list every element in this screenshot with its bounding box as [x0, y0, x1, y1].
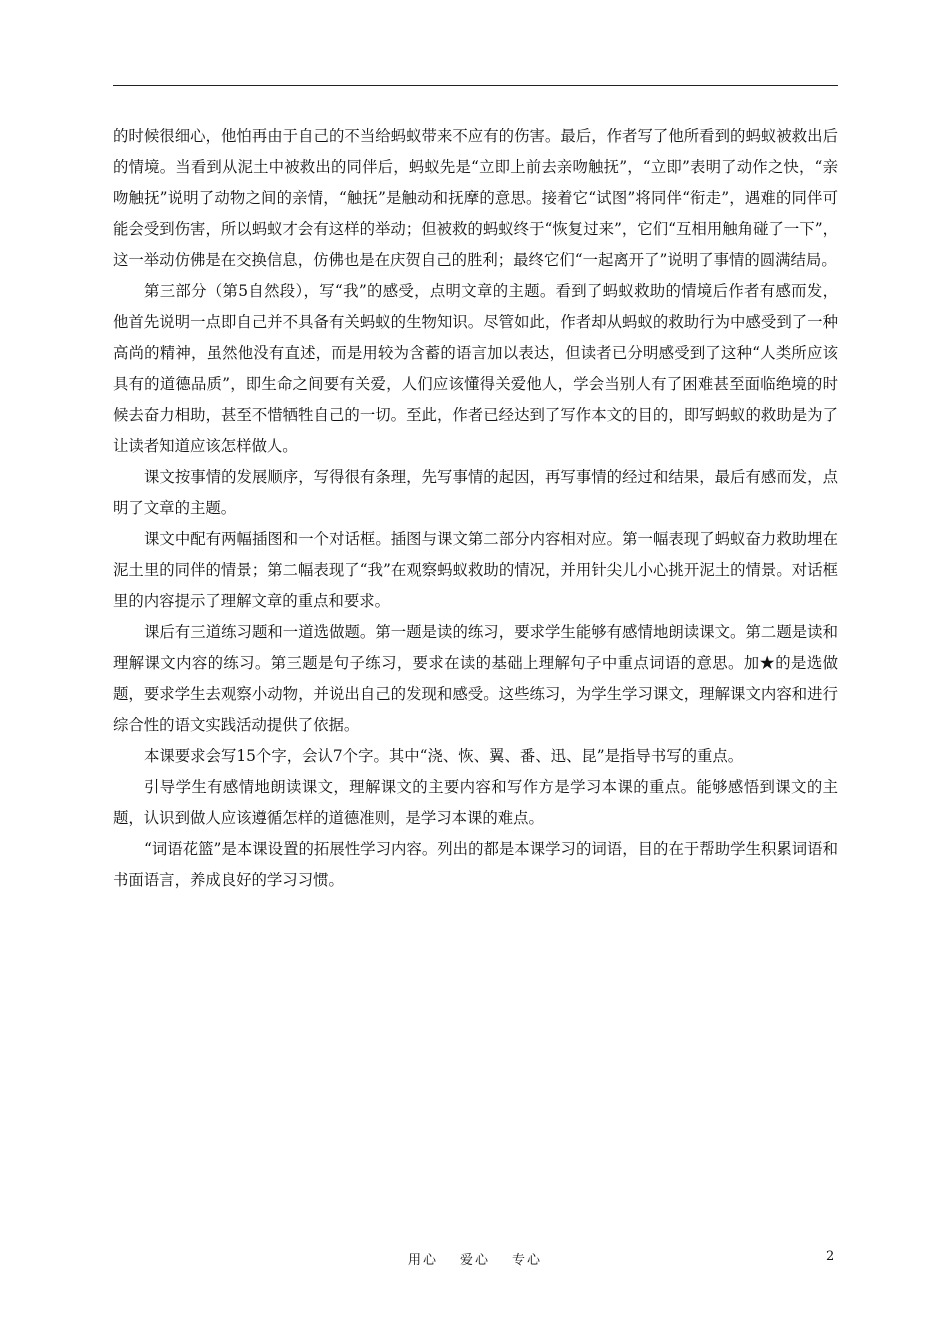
paragraph-8: “词语花篮”是本课设置的拓展性学习内容。列出的都是本课学习的词语，目的在于帮助学生积累词语和书面语言，养成良好的学习习惯。: [113, 840, 838, 889]
page-footer: [0, 1249, 950, 1268]
paragraph-7: 引导学生有感情地朗读课文，理解课文的主要内容和写作方是学习本课的重点。能够感悟到课文的主题，认识到做人应该遵循怎样的道德准则，是学习本课的难点。: [113, 778, 838, 827]
page-number: 2: [826, 1249, 835, 1264]
footer-word: 专心: [512, 1253, 543, 1268]
paragraph-6: 本课要求会写15个字，会认7个字。其中“浇、恢、翼、番、迅、昆”是指导书写的重点。: [144, 747, 744, 765]
paragraph-3: 课文按事情的发展顺序，写得很有条理，先写事情的起因，再写事情的经过和结果，最后有感而发，点明了文章的主题。: [113, 468, 838, 517]
paragraph-5: 课后有三道练习题和一道选做题。第一题是读的练习，要求学生能够有感情地朗读课文。第二题是读和理解课文内容的练习。第三题是句子练习，要求在读的基础上理解句子中重点词语的意思。加★的是选做题，要求学生去观察小动物，并说出自己的发现和感受。这些练习，为学生学习课文，理解课文内容和进行综合性的语文实践活动提供了依据。: [113, 623, 838, 734]
paragraph-4: 课文中配有两幅插图和一个对话框。插图与课文第二部分内容相对应。第一幅表现了蚂蚁奋力救助埋在泥土里的同伴的情景；第二幅表现了“我”在观察蚂蚁救助的情况，并用针尖儿小心挑开泥土的情景。对话框里的内容提示了理解文章的重点和要求。: [113, 530, 838, 610]
footer-word: 用心: [407, 1253, 438, 1268]
footer-word: 爱心: [459, 1253, 490, 1268]
paragraph-1: 的时候很细心，他怕再由于自己的不当给蚂蚁带来不应有的伤害。最后，作者写了他所看到的蚂蚁被救出后的情境。当看到从泥土中被救出的同伴后，蚂蚁先是“立即上前去亲吻触抚”，“立即”表明了动作之快，“亲吻触抚”说明了动物之间的亲情，“触抚”是触动和抚摩的意思。接着它“试图”将同伴“衔走”，遇难的同伴可能会受到伤害，所以蚂蚁才会有这样的举动；但被救的蚂蚁终于“恢复过来”，它们“互相用触角碰了一下”，这一举动仿佛是在交换信息，仿佛也是在庆贺自己的胜利；最终它们“一起离开了”说明了事情的圆满结局。: [113, 127, 838, 269]
header-rule: [113, 85, 838, 86]
paragraph-2: 第三部分（第5自然段），写“我”的感受，点明文章的主题。看到了蚂蚁救助的情境后作者有感而发，他首先说明一点即自己并不具备有关蚂蚁的生物知识。尽管如此，作者却从蚂蚁的救助行为中感受到了一种高尚的精神，虽然他没有直述，而是用较为含蓄的语言加以表达，但读者已分明感受到了这种“人类所应该具有的道德品质”，即生命之间要有关爱，人们应该懂得关爱他人，学会当别人有了困难甚至面临绝境的时候去奋力相助，甚至不惜牺牲自己的一切。至此，作者已经达到了写作本文的目的，即写蚂蚁的救助是为了让读者知道应该怎样做人。: [113, 282, 838, 455]
document-body: [113, 121, 838, 896]
